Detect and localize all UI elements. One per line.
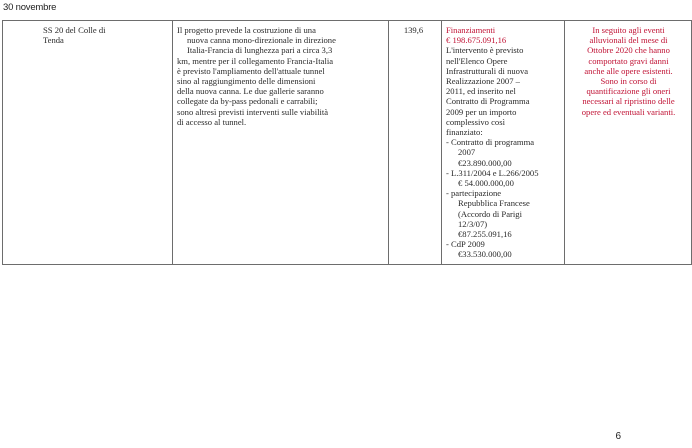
funding-line: 2009 per un importo	[446, 106, 517, 117]
project-name-line: SS 20 del Colle di	[43, 25, 106, 35]
funding-cell	[442, 21, 565, 265]
funding-item: Repubblica Francese	[458, 198, 530, 209]
description-line: è previsto l'ampliamento dell'attuale tunnel	[177, 65, 325, 76]
description-line: Il progetto prevede la costruzione di una	[177, 25, 316, 35]
notes-line: anche alle opere esistenti.	[584, 65, 673, 76]
funding-item: 2007	[458, 147, 476, 158]
funding-line: L'intervento è previsto	[446, 45, 524, 56]
notes-line: In seguito agli eventi	[592, 25, 665, 35]
description-line: km, mentre per il collegamento Francia-Italia	[177, 55, 334, 66]
description-line: nuova canna mono-direzionale in direzione	[187, 35, 336, 46]
notes-line: Ottobre 2020 che hanno	[587, 45, 670, 56]
funding-item: (Accordo di Parigi	[458, 208, 522, 219]
notes-line: quantificazione gli oneri	[586, 86, 671, 97]
funding-total: € 198.675.091,16	[446, 35, 507, 46]
page-date: 30 novembre	[3, 2, 57, 13]
amount-cell	[389, 21, 442, 265]
description-line: della nuova canna. Le due gallerie saranno	[177, 86, 324, 97]
table-row	[3, 21, 692, 265]
funding-item: €87.255.091,16	[458, 229, 512, 240]
funding-item: €23.890.000,00	[458, 157, 512, 168]
funding-line: finanziato:	[446, 127, 483, 138]
funding-item: - CdP 2009	[446, 239, 485, 250]
funding-title: Finanziamenti	[446, 25, 496, 35]
funding-item: 12/3/07)	[458, 218, 488, 229]
funding-line: Realizzazione 2007 –	[446, 76, 520, 87]
description-line: collegate da by-pass pedonali e carrabili;	[177, 96, 318, 107]
funding-line: Contratto di Programma	[446, 96, 530, 107]
project-name-cell	[3, 21, 173, 265]
funding-line: Infrastrutturali di nuova	[446, 65, 529, 76]
projects-table	[2, 20, 692, 265]
project-description-cell	[173, 21, 389, 265]
funding-item: - Contratto di programma	[446, 137, 535, 148]
description-line: sino al raggiungimento delle dimensioni	[177, 76, 316, 87]
funding-item: € 54.000.000,00	[458, 178, 514, 189]
project-name-line: Tenda	[43, 35, 64, 46]
funding-item: - L.311/2004 e L.266/2005	[446, 167, 539, 178]
notes-cell	[565, 21, 692, 265]
notes-line: comportato gravi danni	[588, 55, 669, 66]
funding-item: - partecipazione	[446, 188, 502, 199]
funding-line: nell'Elenco Opere	[446, 55, 508, 66]
amount-value: 139,6	[403, 25, 424, 35]
funding-item: €33.530.000,00	[458, 249, 512, 260]
description-line: Italia-Francia di lunghezza pari a circa 3,3	[187, 45, 333, 56]
notes-line: Sono in corso di	[600, 76, 657, 87]
page-number: 6	[615, 431, 621, 442]
funding-line: 2011, ed inserito nel	[446, 86, 516, 97]
notes-line: alluvionali del mese di	[589, 35, 668, 46]
notes-line: opere ed eventuali varianti.	[581, 106, 676, 117]
funding-line: complessivo così	[446, 116, 505, 127]
description-line: di accesso al tunnel.	[177, 116, 247, 127]
notes-line: necessari al ripristino delle	[582, 96, 675, 107]
description-line: sono altresì previsti interventi sulle viabilità	[177, 106, 329, 117]
